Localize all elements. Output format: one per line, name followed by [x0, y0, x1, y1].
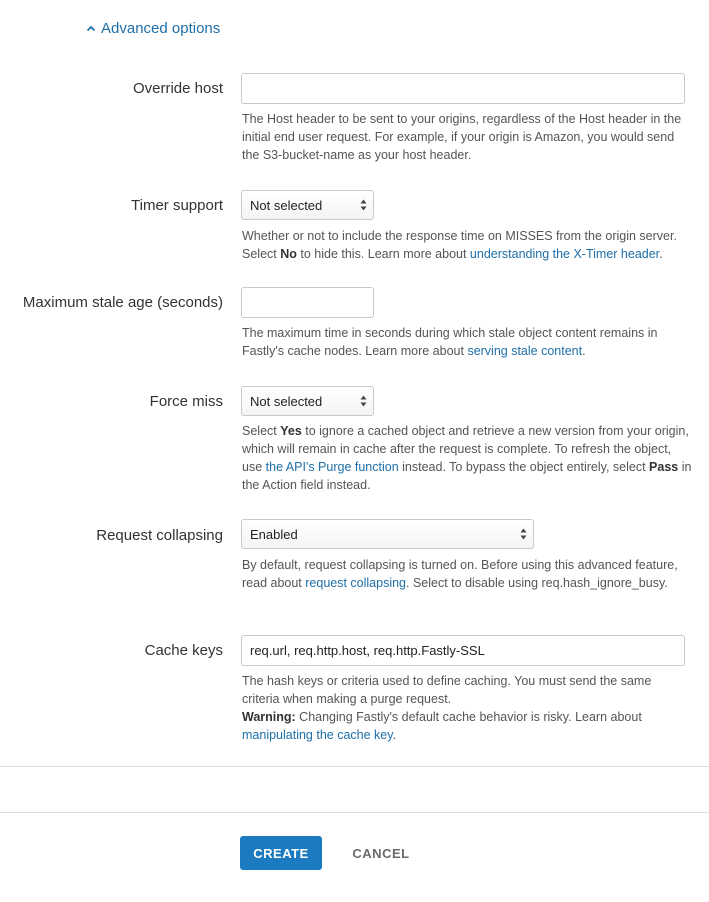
cache-keys-input[interactable]: req.url, req.http.host, req.http.Fastly-SSL	[241, 635, 685, 666]
advanced-options-label: Advanced options	[101, 20, 221, 37]
max-stale-age-input[interactable]	[241, 287, 374, 318]
advanced-options-toggle[interactable]	[86, 20, 220, 37]
timer-support-value: Not selected	[250, 197, 323, 213]
max-stale-age-help: The maximum time in seconds during which stale object content remains in Fastly's cache nodes. Learn more about serving stale content.	[242, 326, 658, 358]
cache-keys-help: The hash keys or criteria used to define caching. You must send the same criteria when making a purge request. Warning: Changing Fastly's default cache behavior is risky. Learn about manipulating the cache key.	[242, 674, 652, 742]
footer-divider	[0, 812, 709, 813]
request-collapsing-link[interactable]: request collapsing	[305, 576, 407, 590]
request-collapsing-label: Request collapsing	[96, 527, 223, 544]
timer-support-help: Whether or not to include the response time on MISSES from the origin server. Select No to hide this. Learn more about understanding the X-Timer header.	[242, 229, 677, 261]
manipulating-cache-key-link[interactable]: manipulating the cache key	[242, 728, 393, 742]
override-host-input[interactable]	[241, 73, 685, 104]
api-purge-function-link[interactable]: the API's Purge function	[265, 460, 399, 474]
section-divider	[0, 766, 709, 767]
force-miss-label: Force miss	[149, 393, 223, 410]
override-host-label: Override host	[132, 80, 223, 97]
select-arrows-icon	[360, 199, 367, 211]
chevron-up-icon	[86, 25, 96, 32]
request-collapsing-select[interactable]	[241, 519, 534, 549]
cache-keys-label: Cache keys	[144, 642, 223, 659]
timer-support-select[interactable]	[241, 190, 374, 220]
force-miss-value: Not selected	[250, 393, 323, 409]
x-timer-header-link[interactable]: understanding the X-Timer header	[469, 247, 660, 261]
create-button[interactable]: CREATE	[240, 836, 322, 870]
cancel-button[interactable]: CANCEL	[352, 845, 410, 861]
request-collapsing-value: Enabled	[250, 526, 298, 542]
override-host-help: The Host header to be sent to your origins, regardless of the Host header in the initial end user request. For example, if your origin is Amazon, you would send the S3-bucket-name as your host header.	[242, 112, 682, 162]
timer-support-label: Timer support	[131, 197, 223, 214]
force-miss-select[interactable]	[241, 386, 374, 416]
force-miss-help: Select Yes to ignore a cached object and retrieve a new version from your origin, which will remain in cache after the request is complete. To refresh the object, use the API's Purge function instead. To bypass the object entirely, select Pass in the Action field instead.	[242, 424, 692, 492]
max-stale-age-label: Maximum stale age (seconds)	[22, 294, 223, 311]
select-arrows-icon	[360, 395, 367, 407]
request-collapsing-help: By default, request collapsing is turned on. Before using this advanced feature, read about request collapsing. Select to disable using req.hash_ignore_busy.	[242, 558, 678, 590]
select-arrows-icon	[520, 528, 527, 540]
serving-stale-content-link[interactable]: serving stale content	[467, 344, 583, 358]
